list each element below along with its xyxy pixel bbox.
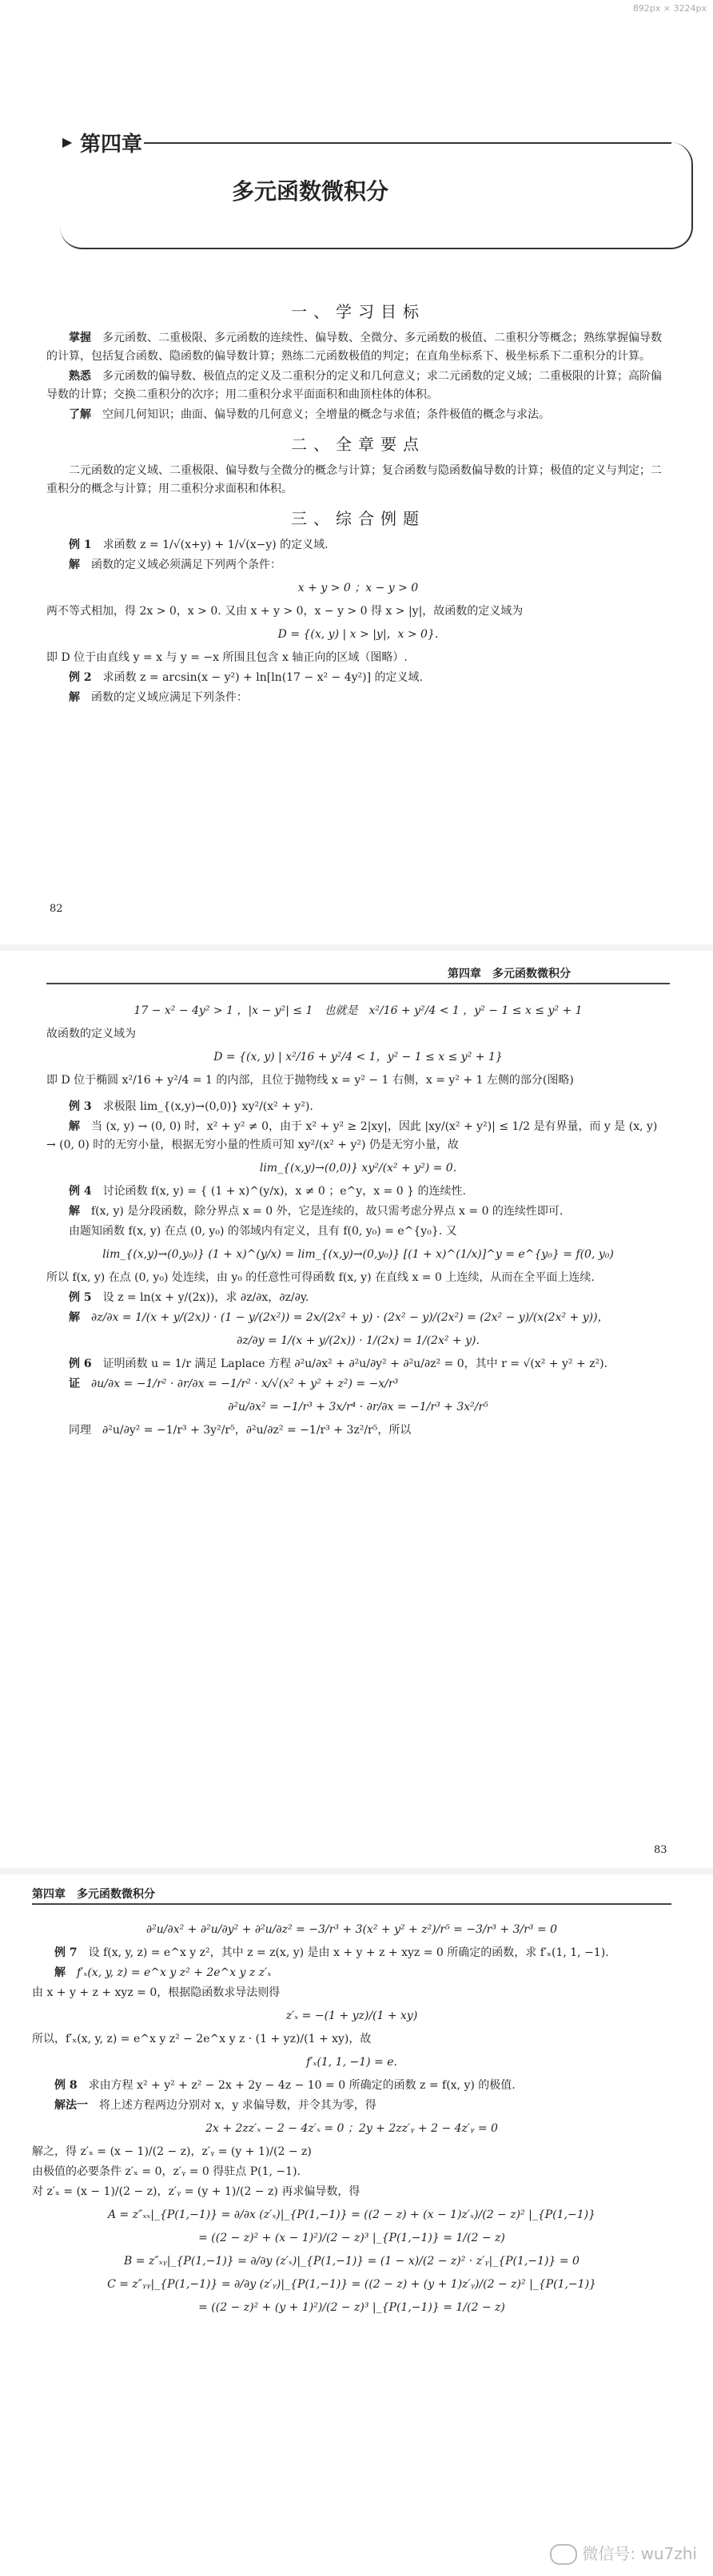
example-label: 例 6 [69,1358,92,1370]
example-3 [46,1098,670,1116]
solution [32,1964,671,1982]
solution-text: 函数的定义域应满足下列条件： [91,691,248,704]
example-8 [32,2077,671,2095]
equation: lim_{(x,y)→(0,y₀)} (1 + x)^(y/x) = lim_{(x,y)→(0,y₀)} [(1 + x)^(1/x)]^y = e^{y₀} = f(0, y₀) [102,1248,614,1261]
example-1 [46,536,670,555]
example-text: 求函数 z = 1/√(x+y) + 1/√(x−y) 的定义域. [102,539,329,551]
equation: z′ₓ = −(1 + yz)/(1 + xy) [285,2010,418,2022]
paragraph: 所以 f(x, y) 在点 (0, y₀) 处连续，由 y₀ 的任意性可得函数 f(x, y) 在直线 x = 0 上连续，从而在全平面上连续. [46,1271,595,1284]
paragraph: 对 z′ₓ = (x − 1)/(2 − z)，z′ᵧ = (y + 1)/(2 − z) 再求偏导数，得 [32,2185,360,2198]
example-text: 设 z = ln(x + y/(2x))，求 ∂z/∂x，∂z/∂y. [102,1291,309,1304]
solution [46,556,670,574]
goal-label: 熟悉 [69,370,91,383]
example-text: 证明函数 u = 1/r 满足 Laplace 方程 ∂²u/∂x² + ∂²u/∂y² + ∂²u/∂z² = 0，其中 r = √(x² + y² + z²). [102,1358,608,1370]
solution-label: 解 [69,559,80,571]
goal-know [46,406,670,424]
example-label: 例 4 [69,1185,92,1198]
example-6 [46,1355,670,1373]
paragraph: 同理 ∂²u/∂y² = −1/r³ + 3y²/r⁵，∂²u/∂z² = −1/r³ + 3z²/r⁵，所以 [69,1424,412,1437]
page-gap [0,944,713,951]
image-dimensions: 892px × 3224px [632,3,707,14]
page-82 [0,0,713,943]
page-number: 83 [654,1844,667,1856]
example-text: 讨论函数 f(x, y) = { (1 + x)^(y/x)，x ≠ 0 ；e^y，x = 0 } 的连续性. [102,1185,466,1198]
solution-label: 解 [69,691,80,704]
solution [46,1203,670,1221]
watermark-text: 微信号: wu7zhi [582,2543,697,2563]
header-rule [46,983,670,984]
equation: D = {(x, y) | x > |y|，x > 0}. [277,628,439,641]
summary-text: 二元函数的定义域、二重极限、偏导数与全微分的概念与计算；复合函数与隐函数偏导数的计算；极值的定义与判定；二重积分的概念与计算；用二重积分求面积和体积。 [46,464,662,495]
solution-label: 解 [69,1205,80,1218]
paragraph: 即 D 位于椭圆 x²/16 + y²/4 = 1 的内部，且位于抛物线 x = y² − 1 右侧，x = y² + 1 左侧的部分(图略) [46,1074,574,1087]
goal-label: 了解 [69,408,91,421]
equation: D = {(x, y) | x²/16 + y²/4 < 1，y² − 1 ≤ x ≤ y² + 1} [213,1051,503,1063]
solution-label: 解 [69,1311,80,1324]
example-text: 求极限 lim_{(x,y)→(0,0)} xy²/(x² + y²). [102,1100,313,1113]
solution [46,1118,670,1155]
equation: lim_{(x,y)→(0,0)} xy²/(x² + y²) = 0. [259,1162,457,1175]
paragraph: 由极值的必要条件 z′ₓ = 0，z′ᵧ = 0 得驻点 P(1, −1). [32,2165,301,2178]
paragraph: 故函数的定义域为 [46,1028,136,1040]
paragraph: 即 D 位于由直线 y = x 与 y = −x 所围且包含 x 轴正向的区域（图略）. [46,651,408,664]
goal-label: 掌握 [69,332,91,344]
proof [46,1375,670,1393]
goal-familiar [46,368,670,404]
example-text: 设 f(x, y, z) = e^x y z²，其中 z = z(x, y) 是由 x + y + z + xyz = 0 所确定的函数，求 f′ₓ(1, 1, −1). [88,1946,609,1959]
section-heading: 三、综合例题 [291,509,425,528]
example-7 [32,1944,671,1962]
chapter-title: 多元函数微积分 [232,178,389,205]
solution [46,689,670,707]
solution-text: f(x, y) 是分段函数，除分界点 x = 0 外，它是连续的，故只需考虑分界点 x = 0 的连续性即可. [91,1205,564,1218]
equation: C = z″ᵧᵧ|_{P(1,−1)} = ∂/∂y (z′ᵧ)|_{P(1,−1)} = ((2 − z) + (y + 1)z′ᵧ)/(2 − z)² |_{P(1,−1)} [107,2278,596,2291]
example-label: 例 5 [69,1291,92,1304]
example-text: 求由方程 x² + y² + z² − 2x + 2y − 4z − 10 = 0 所确定的函数 z = f(x, y) 的极值. [88,2079,516,2092]
equation-system: 17 − x² − 4y² > 1 ，|x − y²| ≤ 1 也就是 x²/16 + y²/4 < 1 ，y² − 1 ≤ x ≤ y² + 1 [133,1004,583,1017]
goal-text: 多元函数、二重极限、多元函数的连续性、偏导数、全微分、多元函数的极值、二重积分等概念；熟练掌握偏导数的计算，包括复合函数、隐函数的偏导数计算；熟练二元函数极值的判定；在直角坐标系下、极坐标系下二重积分的计算。 [46,332,662,363]
goal-text: 空间几何知识；曲面、偏导数的几何意义；全增量的概念与求值；条件极值的概念与求法。 [102,408,550,421]
example-label: 例 7 [54,1946,78,1959]
example-label: 例 1 [69,539,92,551]
equation-system: x + y > 0 ；x − y > 0 [297,582,419,594]
solution [46,1309,670,1327]
example-text: 求函数 z = arcsin(x − y²) + ln[ln(17 − x² − 4y²)] 的定义域. [102,671,423,684]
equation: f′ₓ(x, y, z) = e^x y z² + 2e^x y z z′ₓ [77,1966,272,1979]
equation: ∂²u/∂x² = −1/r³ + 3x/r⁴ · ∂r/∂x = −1/r³ + 3x²/r⁵ [228,1401,488,1413]
page-number: 82 [50,903,63,915]
equation: ∂z/∂x = 1/(x + y/(2x)) · (1 − y/(2x²)) = 2x/(2x² + y) · (2x² − y)/(2x²) = (2x² − y)/(x(2x² + y))， [91,1311,609,1324]
chapter-label: 第四章 [80,133,143,157]
example-label: 例 3 [69,1100,92,1113]
example-5 [46,1289,670,1307]
equation-system: 2x + 2zz′ₓ − 2 − 4z′ₓ = 0 ；2y + 2zz′ᵧ + 2 − 4z′ᵧ = 0 [205,2122,498,2135]
method-label: 解法一 [54,2099,88,2112]
wechat-watermark [550,2541,697,2566]
solution-label: 解 [54,1966,66,1979]
header-rule [32,1903,671,1905]
page-83 [0,951,713,1862]
example-2 [46,669,670,687]
solution-text: 当 (x, y) → (0, 0) 时，x² + y² ≠ 0，由于 x² + y² ≥ 2|xy|，因此 |xy/(x² + y²)| ≤ 1/2 是有界量，而 y 是 (x, y) → (0, 0) 时的无穷小量，根据无穷小量的性质可知 xy²/(x² + y²) 仍是无穷小量，故 [46,1120,658,1151]
equation: ∂z/∂y = 1/(x + y/(2x)) · 1/(2x) = 1/(2x² + y). [237,1334,480,1347]
solution-label: 解 [69,1120,80,1133]
equation: B = z″ₓᵧ|_{P(1,−1)} = ∂/∂y (z′ₓ)|_{P(1,−1)} = (1 − x)/(2 − z)² · z′ᵧ|_{P(1,−1)} = 0 [124,2255,580,2268]
running-header: 第四章 多元函数微积分 [32,1888,155,1901]
paragraph: 由 x + y + z + xyz = 0，根据隐函数求导法则得 [32,1986,281,1999]
method-1 [32,2097,671,2115]
paragraph: 所以，f′ₓ(x, y, z) = e^x y z² − 2e^x y z · (1 + yz)/(1 + xy)，故 [32,2033,372,2045]
equation: ∂u/∂x = −1/r² · ∂r/∂x = −1/r² · x/√(x² + y² + z²) = −x/r³ [91,1377,399,1390]
section-heading: 一、学习目标 [291,302,425,321]
example-label: 例 8 [54,2079,78,2092]
wechat-icon [550,2544,577,2565]
equation: = ((2 − z)² + (y + 1)²)/(2 − z)³ |_{P(1,−1)} = 1/(2 − z) [198,2301,505,2314]
example-4 [46,1183,670,1201]
equation: ∂²u/∂x² + ∂²u/∂y² + ∂²u/∂z² = −3/r³ + 3(x² + y² + z²)/r⁵ = −3/r³ + 3/r³ = 0 [145,1923,558,1936]
section-heading: 二、全章要点 [291,435,425,454]
paragraph: 由题知函数 f(x, y) 在点 (0, y₀) 的邻域内有定义，且有 f(0, y₀) = e^{y₀}. 又 [69,1225,457,1238]
goal-text: 多元函数的偏导数、极值点的定义及二重积分的定义和几何意义；求二元函数的定义域；二重极限的计算；高阶偏导数的计算；交换二重积分的次序；用二重积分求平面面积和曲顶柱体的体积。 [46,370,662,401]
running-header: 第四章 多元函数微积分 [448,968,571,980]
goal-master [46,329,670,366]
page-84 [0,1878,713,2576]
equation: = ((2 − z)² + (x − 1)²)/(2 − z)³ |_{P(1,−1)} = 1/(2 − z) [198,2232,505,2244]
page-gap [0,1868,713,1874]
solution-text: 函数的定义域必须满足下列两个条件： [91,559,281,571]
equation: A = z″ₓₓ|_{P(1,−1)} = ∂/∂x (z′ₓ)|_{P(1,−1)} = ((2 − z) + (x − 1)z′ₓ)/(2 − z)² |_{P(1,−1)} [107,2208,596,2221]
proof-label: 证 [69,1377,80,1390]
paragraph: 解之，得 z′ₓ = (x − 1)/(2 − z)，z′ᵧ = (y + 1)/(2 − z) [32,2145,312,2158]
method-text: 将上述方程两边分别对 x，y 求偏导数，并令其为零，得 [99,2099,376,2112]
equation: f′ₓ(1, 1, −1) = e. [306,2056,397,2069]
paragraph: 两不等式相加，得 2x > 0，x > 0. 又由 x + y > 0，x − y > 0 得 x > |y|，故函数的定义域为 [46,605,524,618]
triangle-icon: ▶ [62,134,73,149]
example-label: 例 2 [69,671,92,684]
